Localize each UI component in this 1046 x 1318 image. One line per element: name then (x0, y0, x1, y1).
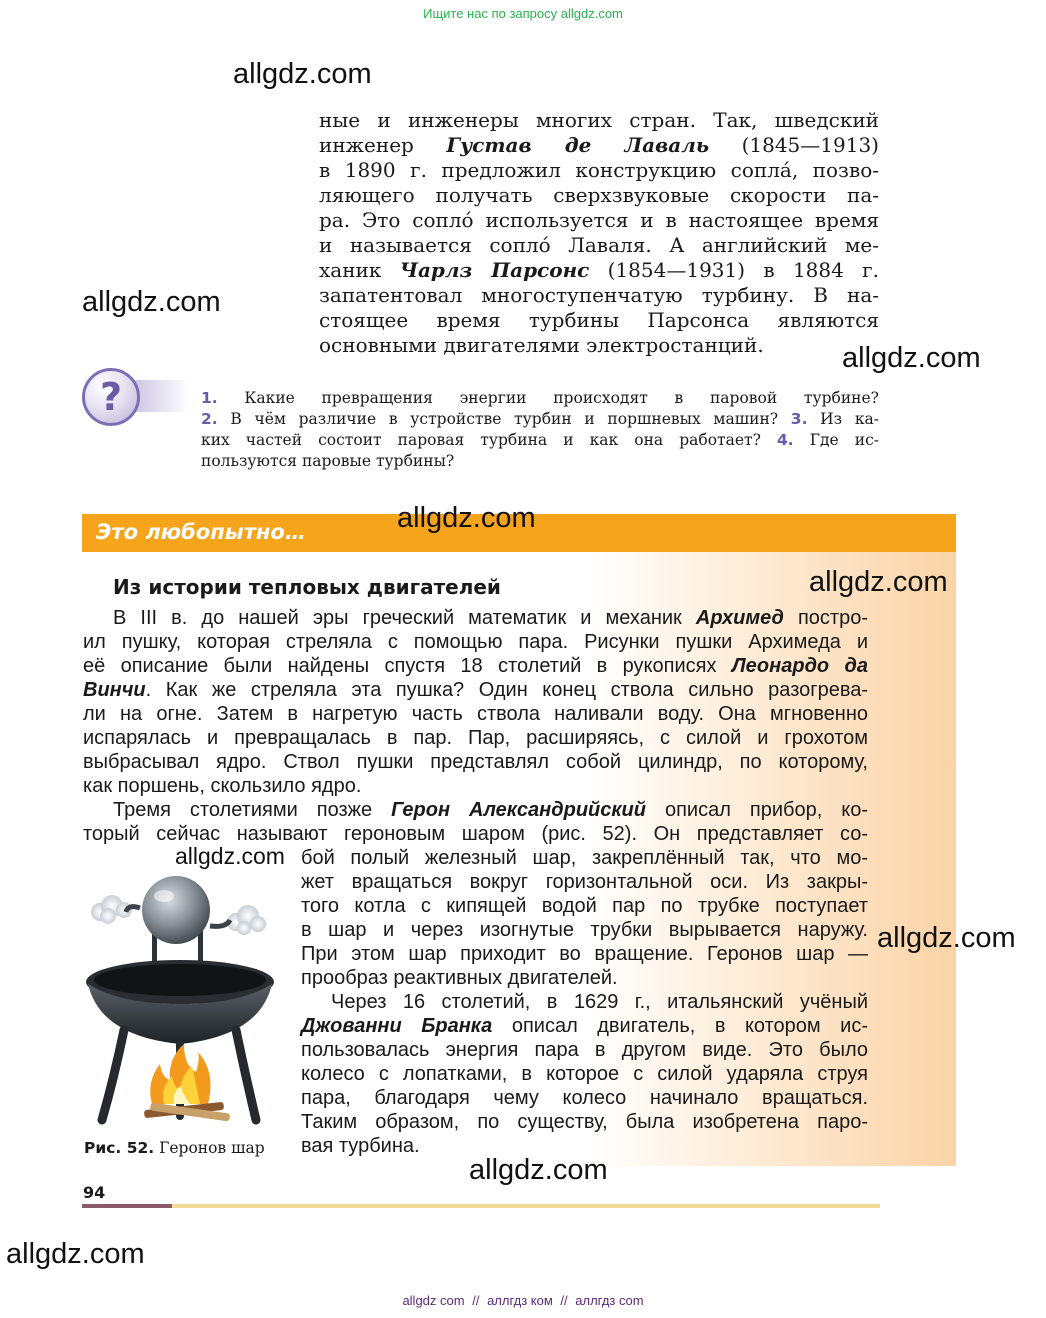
article-paragraph-1 (83, 606, 868, 798)
text-line: пользовалась энергия пара в другом виде. Это было (301, 1039, 868, 1061)
watermark: allgdz.com (809, 566, 948, 598)
text-line: бой полый железный шар, закреплённый так, что мо- (301, 847, 868, 869)
text-line: прообраз реактивных двигателей. (301, 967, 618, 989)
text-line: вая турбина. (301, 1135, 420, 1157)
text-line: её описание были найдены спустя 18 столетий в рукописях Леонардо да (83, 655, 868, 677)
watermark: allgdz.com (6, 1238, 145, 1270)
text-line: Джованни Бранка описал двигатель, в котором ис- (301, 1015, 869, 1037)
text-line: колесо с лопатками, в которое с силой ударяла струя (301, 1063, 868, 1085)
text-line: жет вращаться вокруг горизонтальной оси. Из закры- (301, 871, 868, 893)
question-line: пользуются паровые турбины? (201, 452, 455, 470)
text-line: и называется сопло́ Лаваля. А английский ме- (319, 233, 879, 257)
question-line: 2. В чём различие в устройстве турбин и поршневых машин? 3. Из ка- (201, 410, 879, 428)
sphere (142, 876, 210, 944)
watermark: allgdz.com (469, 1154, 608, 1186)
text-line: как поршень, скользило ядро. (83, 775, 362, 797)
text-line: в 1890 г. предложил конструкцию сопла́, позво- (319, 158, 879, 182)
footer-rule-light (172, 1204, 880, 1208)
text-line: Винчи. Как же стреляла эта пушка? Один конец ствола сильно разогрева- (83, 679, 868, 701)
text-line: Тремя столетиями позже Герон Александрийский описал прибор, ко- (113, 799, 869, 821)
text-line: ные и инженеры многих стран. Так, шведский (319, 108, 879, 132)
steam-cloud-right (227, 905, 266, 935)
text-line: пара, благодаря чему колесо начинало вращаться. (301, 1087, 868, 1109)
page-number: 94 (83, 1183, 106, 1202)
watermark: allgdz.com (397, 502, 536, 534)
text-line: основными двигателями электростанций. (319, 333, 764, 357)
heron-aeolipile-illustration-icon (80, 868, 280, 1130)
text-line: ра. Это сопло́ используется и в настоящее время (319, 208, 879, 232)
footer-link[interactable]: allgdz com (402, 1293, 465, 1308)
person-name: Густав де Лаваль (446, 133, 710, 157)
text-line: Через 16 столетий, в 1629 г., итальянский учёный (331, 991, 868, 1013)
watermark: allgdz.com (877, 922, 1016, 954)
person-name: Чарлз Парсонс (399, 258, 590, 282)
text-line: ли на огне. Затем в нагретую часть ствола наливали воду. Она мгновенно (83, 703, 868, 725)
text-line: запатентовал многоступенчатую турбину. В на- (319, 283, 879, 307)
text-line: ил пушку, которая стреляла с помощью пара. Рисунки пушки Архимеда и (83, 631, 868, 653)
review-questions (201, 388, 879, 472)
curious-header-title: Это любопытно… (96, 520, 306, 544)
article-paragraph-2a (83, 798, 868, 846)
watermark: allgdz.com (233, 58, 372, 90)
text-line: При этом шар приходит во вращение. Геронов шар — (301, 943, 868, 965)
text-line: ханик Чарлз Парсонс (1854—1931) в 1884 г. (319, 258, 880, 282)
footer-link[interactable]: аллгдз ком (487, 1293, 553, 1308)
article-paragraph-2b (301, 846, 868, 1158)
text-line: В III в. до нашей эры греческий математик и механик Архимед постро- (113, 607, 868, 629)
section-title: Из истории тепловых двигателей (113, 575, 501, 599)
text-line: ляющего получать сверхзвуковые скорости па- (319, 183, 879, 207)
question-line: ких частей состоит паровая турбина и как она работает? 4. Где ис- (201, 431, 879, 449)
watermark: allgdz.com (842, 342, 981, 374)
watermark: allgdz.com (82, 286, 221, 318)
main-text-block (319, 108, 879, 358)
text-line: торый сейчас называют героновым шаром (рис. 52). Он представляет со- (83, 823, 868, 845)
footer-rule-dark (82, 1204, 172, 1208)
text-line: в шар и через изогнутые трубки вырывается наружу. (301, 919, 868, 941)
footer-separator: // (472, 1293, 480, 1308)
text-line: стоящее время турбины Парсонса являются (319, 308, 879, 332)
footer-link[interactable]: аллгдз com (575, 1293, 644, 1308)
text-line: испарялась и превращалась в пар. Пар, расширяясь, с силой и грохотом (83, 727, 868, 749)
text-line: выбрасывал ядро. Ствол пушки представлял собой цилиндр, по которому, (83, 751, 868, 773)
text-line: того котла с кипящей водой пар по трубке поступает (301, 895, 868, 917)
text-line: инженер Густав де Лаваль (1845—1913) (319, 133, 879, 157)
question-mark-icon: ? (82, 368, 140, 426)
text-line: Таким образом, по существу, была изобретена паро- (301, 1111, 868, 1133)
figure-caption: Рис. 52. Геронов шар (84, 1139, 265, 1157)
footer-separator: // (560, 1293, 568, 1308)
watermark: allgdz.com (175, 843, 285, 869)
footer-links (0, 1293, 1046, 1308)
fire-icon (150, 1044, 210, 1104)
top-search-banner[interactable]: Ищите нас по запросу allgdz.com (423, 6, 623, 21)
question-line: 1. Какие превращения энергии происходят в паровой турбине? (201, 389, 879, 407)
